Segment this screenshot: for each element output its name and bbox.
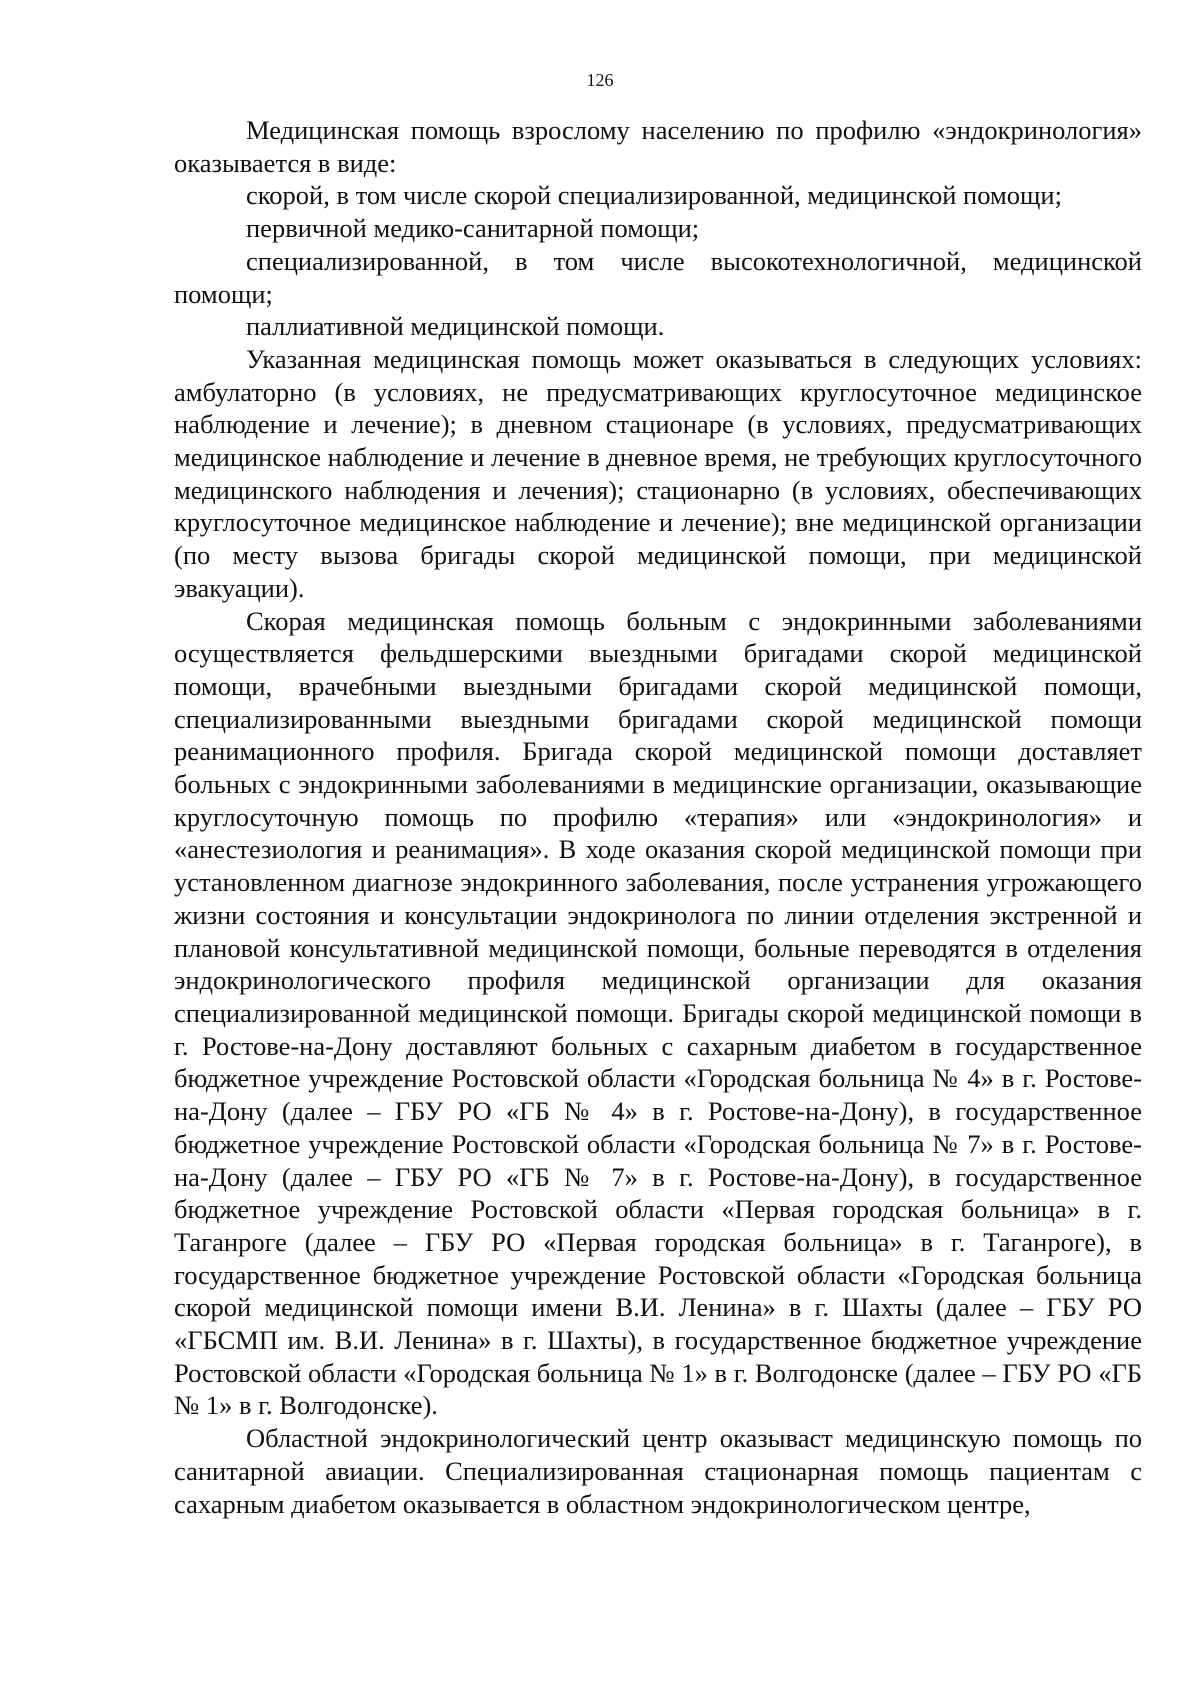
page-number: 126 <box>586 70 614 90</box>
paragraph-intro: Медицинская помощь взрослому населению по профилю «эндокринология» оказывается в виде: <box>174 115 1142 178</box>
list-item-specialized: специализированной, в том числе высокотехнологичной, медицинской помощи; <box>174 245 1142 309</box>
document-body <box>174 114 1142 1520</box>
paragraph-emergency-care: Скорая медицинская помощь больным с эндокринными заболеваниями осуществляется фельдшерскими выездными бригадами скорой медицинской помощи, врачебными выездными бригадами скорой медицинской помощи, специализированными выездными бригадами скорой медицинской помощи реанимационного профиля. Бригада скорой медицинской помощи доставляет больных с эндокринными заболеваниями в медицинские организации, оказывающие круглосуточную помощь по профилю «терапия» или «эндокринология» и «анестезиология и реанимация». В ходе оказания скорой медицинской помощи при установленном диагнозе эндокринного заболевания, после устранения угрожающего жизни состояния и консультации эндокринолога по линии отделения экстренной и плановой консультативной медицинской помощи, больные переводятся в отделения эндокринологического профиля медицинской организации для оказания специализированной медицинской помощи. Бригады скорой медицинской помощи в г. Ростове-на-Дону доставляют больных с сахарным диабетом в государственное бюджетное учреждение Ростовской области «Городская больница № 4» в г. Ростове-на-Дону (далее – ГБУ РО «ГБ № 4» в г. Ростове-на-Дону), в государственное бюджетное учреждение Ростовской области «Городская больница № 7» в г. Ростове-на-Дону (далее – ГБУ РО «ГБ № 7» в г. Ростове-на-Дону), в государственное бюджетное учреждение Ростовской области «Первая городская больница» в г. Таганроге (далее – ГБУ РО «Первая городская больница» в г. Таганроге), в государственное бюджетное учреждение Ростовской области «Городская больница скорой медицинской помощи имени В.И. Ленина» в г. Шахты (далее – ГБУ РО «ГБСМП им. В.И. Ленина» в г. Шахты), в государственное бюджетное учреждение Ростовской области «Городская больница № 1» в г. Волгодонске (далее – ГБУ РО «ГБ № 1» в г. Волгодонске). <box>174 605 1142 1421</box>
paragraph-regional-center: Областной эндокринологический центр оказываст медицинскую помощь по санитарной авиации. Специализированная стационарная помощь пациентам с сахарным диабетом оказывается в областном эндокринологическом центре, <box>174 1423 1142 1519</box>
list-item-palliative: паллиативной медицинской помощи. <box>246 311 665 342</box>
list-item-primary: первичной медико-санитарной помощи; <box>246 213 700 244</box>
paragraph-conditions: Указанная медицинская помощь может оказываться в следующих условиях: амбулаторно (в условиях, не предусматривающих круглосуточное медицинское наблюдение и лечение); в дневном стационаре (в условиях, предусматривающих медицинское наблюдение и лечение в дневное время, не требующих круглосуточного медицинского наблюдения и лечения); стационарно (в условиях, обеспечивающих круглосуточное медицинское наблюдение и лечение); вне медицинской организации (по месту вызова бригады скорой медицинской помощи, при медицинской эвакуации). <box>174 343 1142 603</box>
list-item-emergency: скорой, в том числе скорой специализированной, медицинской помощи; <box>246 180 1062 211</box>
